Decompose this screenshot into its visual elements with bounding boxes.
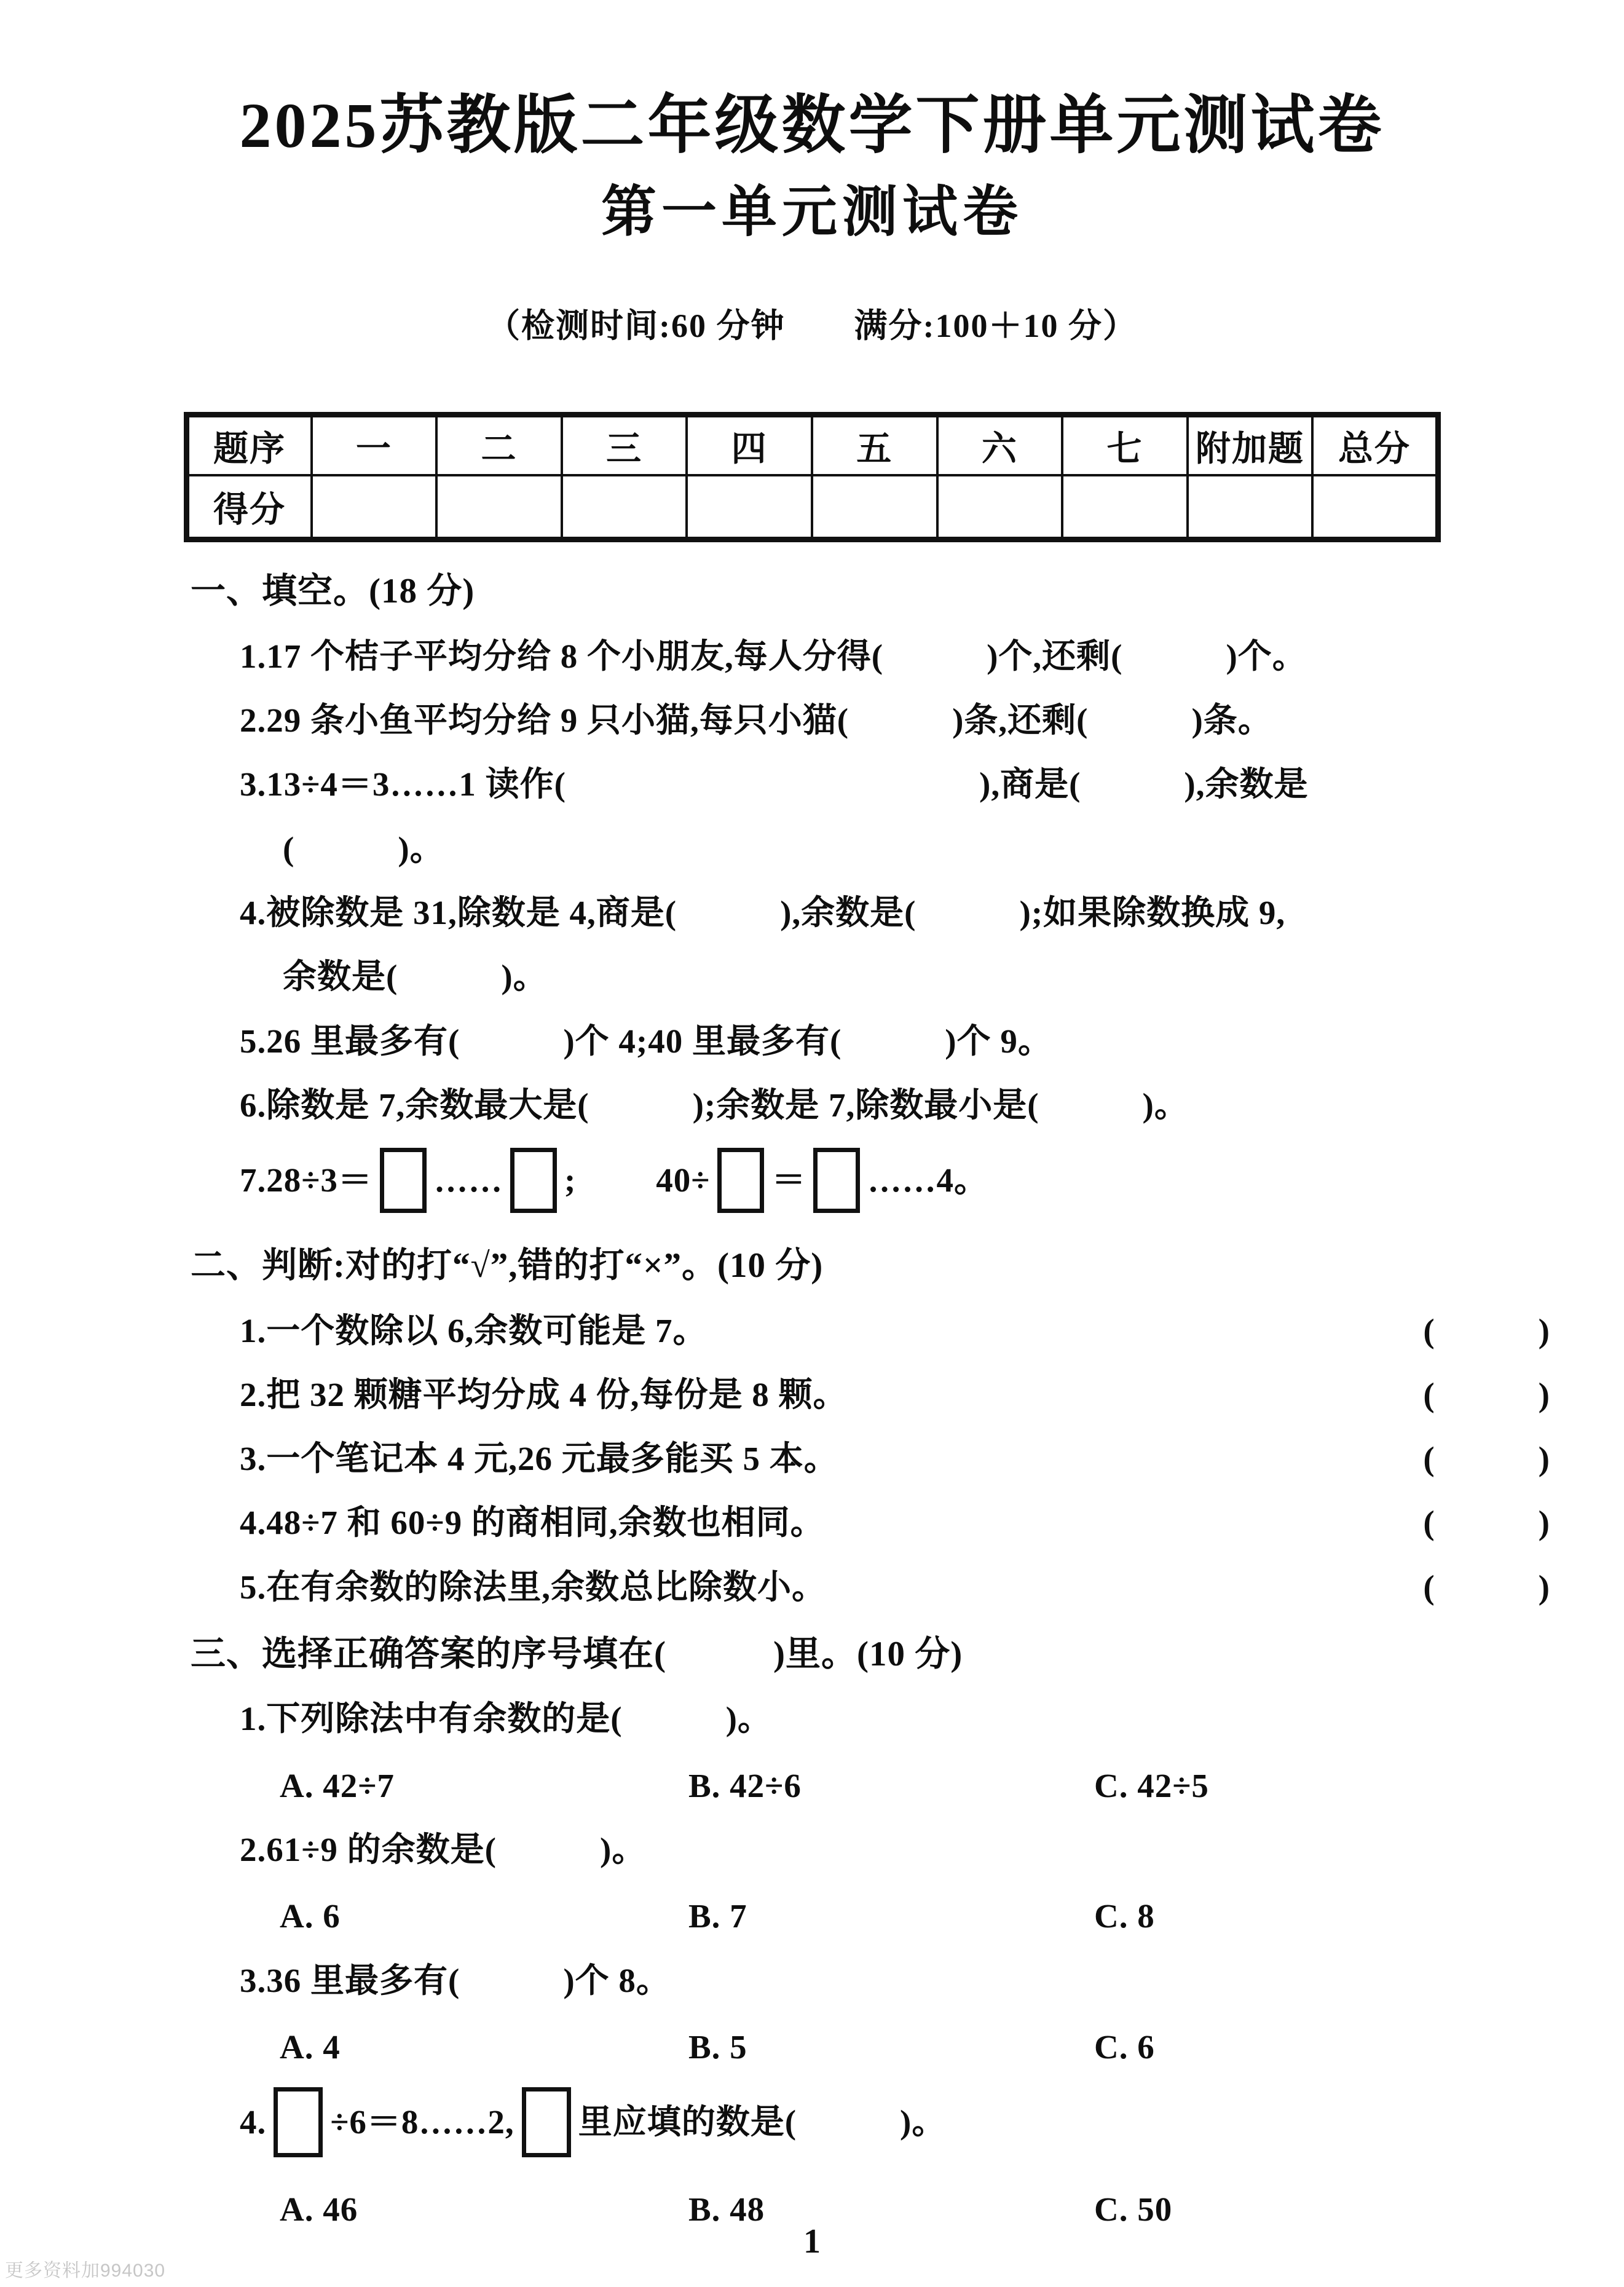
option-b: B. 42÷6: [688, 1766, 802, 1804]
answer-box: [717, 1148, 764, 1213]
question-number: 2.: [240, 1375, 267, 1413]
score-header-cell: 二: [436, 415, 562, 476]
equation-text: 28÷3＝: [266, 1161, 372, 1199]
equation-text: ＝: [771, 1161, 806, 1199]
answer-box: [813, 1148, 860, 1213]
score-blank-cell: [687, 475, 812, 540]
question-text: 里应填的数是( )。: [578, 2103, 947, 2141]
question-number: 5.: [240, 1022, 267, 1060]
question-number: 4.: [240, 893, 267, 931]
question-text: 17 个桔子平均分给 8 个小朋友,每人分得( )个,还剩( )个。: [266, 637, 1307, 675]
judge-q4: [240, 1505, 1550, 1541]
score-header-cell: 三: [562, 415, 687, 476]
score-header-cell: 附加题: [1188, 415, 1313, 476]
score-row-label: 得分: [186, 475, 312, 540]
judge-q3: [240, 1441, 1550, 1477]
score-table-header-row: [186, 415, 1438, 476]
question-text: [240, 1505, 825, 1541]
choice-q2-options: [280, 1898, 1550, 1934]
score-table-score-row: [186, 475, 1438, 540]
exam-meta: （检测时间:60 分钟 满分:100＋10 分）: [487, 307, 1137, 345]
answer-bracket: ( ): [1423, 1568, 1550, 1606]
question-text: [240, 1377, 848, 1413]
fill-q3: [240, 767, 1550, 802]
answer-bracket: ( ): [1423, 1504, 1550, 1542]
score-header-cell: 四: [687, 415, 812, 476]
statement-text: 48÷7 和 60÷9 的商相同,余数也相同。: [266, 1504, 825, 1542]
question-number: 4.: [240, 1504, 267, 1542]
question-number: 3.: [240, 1440, 267, 1478]
score-blank-cell: [1188, 475, 1313, 540]
statement-text: 一个数除以 6,余数可能是 7。: [266, 1311, 708, 1349]
question-number: 5.: [240, 1568, 267, 1606]
score-header-cell: 六: [937, 415, 1063, 476]
question-text: [240, 1570, 826, 1605]
option-a: A. 6: [280, 1897, 341, 1935]
option-c: C. 50: [1094, 2190, 1173, 2228]
section-fill-heading: 一、填空。(18 分): [191, 572, 475, 611]
choice-q1: [240, 1701, 1550, 1737]
question-number: 4.: [240, 2103, 267, 2141]
score-header-cell: 五: [812, 415, 937, 476]
question-text: 61÷9 的余数是( )。: [266, 1831, 647, 1869]
answer-box: [522, 2087, 571, 2157]
question-text: 13÷4＝3……1 读作( ),商是( ),余数是: [266, 765, 1309, 804]
option-b: B. 5: [688, 2028, 747, 2066]
choice-q2: [240, 1832, 1550, 1868]
equation-text: ……: [433, 1161, 503, 1199]
option-a: A. 46: [280, 2190, 358, 2228]
answer-box: [380, 1148, 427, 1213]
question-number: 6.: [240, 1086, 267, 1124]
question-number: 1.: [240, 637, 267, 675]
question-number: 3.: [240, 1961, 267, 1999]
page-number: 1: [803, 2222, 821, 2261]
answer-box: [274, 2087, 323, 2157]
section-judge-heading: 二、判断:对的打“√”,错的打“×”。(10 分): [191, 1246, 824, 1286]
statement-text: 一个笔记本 4 元,26 元最多能买 5 本。: [266, 1440, 838, 1478]
score-blank-cell: [1062, 475, 1188, 540]
score-header-cell: 题序: [186, 415, 312, 476]
question-text: [240, 1313, 708, 1349]
question-number: 3.: [240, 765, 267, 804]
option-c: C. 42÷5: [1094, 1766, 1209, 1804]
question-text: 除数是 7,余数最大是( );余数是 7,除数最小是( )。: [266, 1086, 1189, 1124]
score-header-cell: 一: [312, 415, 437, 476]
score-blank-cell: [562, 475, 687, 540]
option-b: B. 48: [688, 2190, 765, 2228]
fill-q5: [240, 1024, 1550, 1059]
question-text: 29 条小鱼平均分给 9 只小猫,每只小猫( )条,还剩( )条。: [266, 701, 1272, 740]
question-text: [240, 1441, 838, 1477]
judge-q5: [240, 1570, 1550, 1605]
question-number: 1.: [240, 1311, 267, 1349]
option-c: C. 6: [1094, 2028, 1155, 2066]
equation-text: ÷6＝8……2,: [330, 2103, 514, 2141]
judge-q2: [240, 1377, 1550, 1413]
option-a: A. 4: [280, 2028, 341, 2066]
watermark-text: 更多资料加994030: [5, 2261, 166, 2281]
score-header-cell: 七: [1062, 415, 1188, 476]
page-title: 2025苏教版二年级数学下册单元测试卷: [239, 90, 1385, 161]
equation-text: ;: [564, 1161, 577, 1199]
page-subtitle: 第一单元测试卷: [601, 182, 1023, 243]
question-number: 2.: [240, 701, 267, 740]
option-b: B. 7: [688, 1897, 747, 1935]
score-blank-cell: [937, 475, 1063, 540]
answer-bracket: ( ): [1423, 1440, 1550, 1478]
fill-q1: [240, 639, 1550, 674]
fill-q2: [240, 703, 1550, 738]
option-c: C. 8: [1094, 1897, 1155, 1935]
choice-q1-options: [280, 1768, 1550, 1804]
option-a: A. 42÷7: [280, 1766, 395, 1804]
question-text: 26 里最多有( )个 4;40 里最多有( )个 9。: [266, 1022, 1052, 1060]
choice-q3: [240, 1963, 1550, 1999]
equation-text: ……4。: [867, 1161, 988, 1199]
answer-bracket: ( ): [1423, 1311, 1550, 1349]
paper-body: [191, 573, 1550, 2227]
judge-q1: [240, 1313, 1550, 1349]
question-number: 7.: [240, 1161, 267, 1199]
score-header-cell: 总分: [1312, 415, 1438, 476]
fill-q7: [240, 1144, 1550, 1217]
answer-bracket: ( ): [1423, 1375, 1550, 1413]
question-number: 2.: [240, 1831, 267, 1869]
score-blank-cell: [812, 475, 937, 540]
choice-q3-options: [280, 2029, 1550, 2065]
statement-text: 把 32 颗糖平均分成 4 份,每份是 8 颗。: [266, 1375, 848, 1413]
question-number: 1.: [240, 1700, 267, 1738]
question-text: 下列除法中有余数的是( )。: [266, 1700, 772, 1738]
statement-text: 在有余数的除法里,余数总比除数小。: [266, 1568, 827, 1606]
score-blank-cell: [436, 475, 562, 540]
fill-q3-continuation: ( )。: [283, 829, 444, 867]
question-text: 36 里最多有( )个 8。: [266, 1961, 671, 1999]
answer-box: [510, 1148, 557, 1213]
fill-q4-continuation: 余数是( )。: [283, 958, 548, 996]
equation-text: 40÷: [656, 1161, 711, 1199]
score-blank-cell: [1312, 475, 1438, 540]
score-blank-cell: [312, 475, 437, 540]
question-text: 被除数是 31,除数是 4,商是( ),余数是( );如果除数换成 9,: [266, 893, 1286, 931]
choice-q4: [240, 2086, 1550, 2160]
section-choice-heading: 三、选择正确答案的序号填在( )里。(10 分): [191, 1635, 963, 1674]
fill-q6: [240, 1088, 1550, 1123]
fill-q4: [240, 895, 1550, 931]
score-table: [184, 412, 1441, 542]
